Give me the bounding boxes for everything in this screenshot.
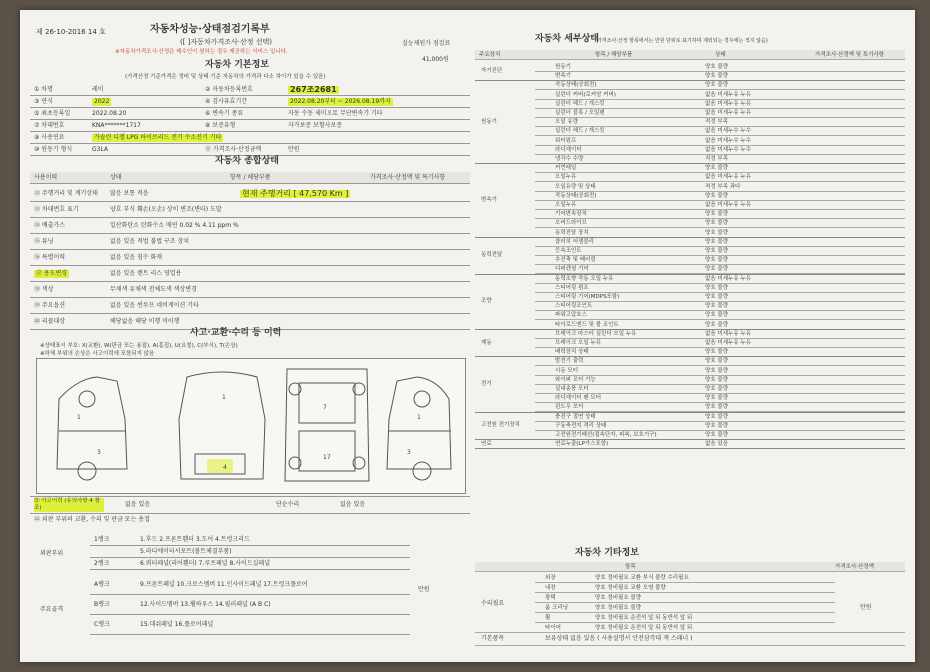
detail-item: 구동축전지 격리 상태 [555, 422, 607, 429]
frame-rank: A랭크 [94, 581, 110, 588]
detail-header-cell: 가격조사·산정액 및 특기사항 [815, 52, 885, 58]
detail-header-cell: 항목 / 해당부품 [595, 52, 633, 58]
basic-info-field2-value: 만원 [288, 146, 300, 153]
overall-header-cell: 사용이력 [34, 174, 58, 181]
detail-state: 양호 불량 [705, 432, 729, 438]
basic-info-value: G3LA [92, 146, 109, 153]
detail-item: 오일누유 [555, 202, 577, 208]
document-subtitle: ([ ]자동차가격조사·산정 선택) [180, 38, 272, 46]
detail-state: 없음 미세누수 누수 [705, 137, 752, 144]
fee-value: 41,000원 [422, 56, 449, 63]
frame-items: 12.사이드멤버 13.휠하우스 14.필러패널 (A B C) [140, 601, 271, 608]
basic-info-row [30, 120, 470, 132]
detail-state: 양호 불량 [705, 294, 729, 300]
other-info-items: 양호 정비필요 운전석 앞 뒤 동반석 앞 뒤 [595, 625, 693, 631]
overall-status-label: ⑲ 주요옵션 [34, 302, 66, 309]
detail-state: 양호 불량 [705, 404, 729, 411]
detail-state: 없음 미세누유 누유 [705, 91, 752, 98]
detail-state: 적정 부족 [705, 156, 729, 162]
detail-state: 없음 미세누유 누유 [705, 275, 752, 282]
simple-repair-label: 단순수리 [276, 501, 300, 508]
outer-items: 5.라디에이터서포트(볼트체결부품) [140, 548, 232, 555]
other-info-items: 양호 정비필요 교환 부식 불량 수리필요 [595, 575, 689, 581]
section-accident-title: 사고·교환·수리 등 이력 [190, 328, 282, 338]
detail-item: 파워고압호스 [555, 312, 587, 319]
detail-state: 양호 불량 [705, 266, 729, 273]
detail-item: 윈도우 모터 [555, 404, 584, 411]
overall-header-row [30, 172, 470, 184]
overall-status-value: 많음 보통 적음 [110, 190, 149, 197]
frame-items: 15.대쉬패널 16.플로어패널 [140, 621, 214, 628]
detail-item: 냉각수 수량 [555, 156, 584, 162]
basic-info-field2-label: ⑥ 변속기 종류 [205, 110, 244, 117]
detail-item: 발전기 출력 [555, 358, 584, 365]
detail-state: 양호 불량 [705, 386, 729, 392]
basic-items-label: 기본품목 [481, 635, 505, 642]
detail-state: 양호 불량 [705, 165, 729, 172]
other-info-name: 광택 [545, 595, 556, 601]
accident-note-1: ※상태표시 부호: X(교환), W(판금 또는 용접), A(흠집), U(요철), C(부식), T(손상) [40, 343, 238, 349]
detail-item: 와이퍼 모터 기능 [555, 376, 596, 383]
detail-item: 동력조향 작동 오일 누유 [555, 275, 614, 282]
repair-needed-label: 수리필요 [481, 600, 505, 607]
basic-info-label: ⑤ 최초등록일 [34, 110, 71, 117]
overall-status-row [30, 234, 470, 250]
overall-status-label: ⑭ 배출가스 [34, 222, 66, 229]
inspection-document [20, 10, 915, 662]
basic-info-field2-label: ④ 검사유효기간 [205, 98, 248, 105]
detail-header-row [475, 50, 905, 60]
other-info-row [535, 573, 835, 583]
other-info-name: 외장 [545, 575, 556, 581]
outer-parts-row [90, 546, 410, 558]
svg-text:17: 17 [323, 454, 331, 461]
overall-header-cell: 상태 [110, 174, 122, 181]
overall-status-value: 해당없음 해당 이행 미이행 [110, 318, 180, 325]
overall-status-value: 없음 있음 적법 불법 구조 장치 [110, 238, 190, 245]
detail-state: 양호 불량 [705, 367, 729, 374]
overall-status-row [30, 218, 470, 234]
overall-status-row [30, 186, 470, 202]
detail-item: 실린더 커버(로커암 커버) [555, 91, 616, 98]
detail-item: 작동상태(공회전) [555, 192, 597, 199]
basic-items-row [475, 632, 905, 646]
detail-state: 적정 부족 과다 [705, 183, 741, 190]
basic-info-row [30, 96, 470, 108]
basic-info-value: 2022 [94, 98, 110, 105]
detail-state: 없음 미세누유 누유 [705, 100, 752, 107]
outer-items: 6.쿼터패널(리어휀더) 7.루프패널 8.사이드실패널 [140, 560, 270, 567]
overall-status-row [30, 298, 470, 314]
other-info-name: 휠 [545, 615, 551, 621]
detail-item: 스티어링 기어(MDPS포함) [555, 294, 620, 300]
accident-history-row [30, 496, 470, 514]
detail-group-name: 전기 [481, 381, 492, 387]
detail-state: 없음 미세누유 누유 [705, 174, 752, 181]
basic-info-label: ⑨ 사용연료 [34, 134, 65, 141]
detail-group-name: 고전원 전기장치 [481, 422, 520, 429]
frame-rank: C랭크 [94, 621, 110, 628]
detail-item: 시동 모터 [555, 367, 579, 374]
detail-state: 양호 불량 [705, 358, 729, 365]
other-info-title: 자동차 기타정보 [575, 548, 639, 558]
basic-info-value: 가솔린 디젤 LPG 하이브리드 전기 수소전기 기타 [94, 134, 222, 141]
detail-item: 변속기 [555, 73, 571, 80]
basic-info-note: (가격산정 기준가격은 정비 및 상태 기준 자동차의 가격과 다소 차이가 있을 수 있음) [125, 74, 326, 80]
detail-group-name: 동력전달 [481, 252, 503, 259]
other-info-name: 룸 크리닝 [545, 605, 569, 611]
overall-status-label: ⑰ 용도변경 [36, 270, 68, 277]
accident-history-value: 없음 있음 [125, 501, 151, 508]
detail-group-name: 연료 [481, 440, 492, 447]
detail-item: 타이로드엔드 및 볼 조인트 [555, 321, 619, 328]
fee-label: 실능제원가 점검료 [402, 40, 451, 47]
basic-info-value: KNA*******1717 [92, 122, 141, 129]
detail-state: 양호 불량 [705, 422, 729, 429]
frame-rank: B랭크 [94, 601, 110, 608]
overall-status-row [30, 202, 470, 218]
basic-info-field2-value: 267조2681 [290, 85, 337, 94]
detail-state: 양호 불량 [705, 192, 729, 199]
overall-status-value: 없음 있음 침수 화재 [110, 254, 163, 261]
basic-info-row [30, 144, 470, 156]
frame-parts-row [90, 616, 410, 635]
outer-parts-row [90, 558, 410, 570]
svg-text:3: 3 [407, 449, 411, 456]
right-price-unit: 만원 [860, 604, 872, 611]
detail-item: 브레이크 마스터 실린더 오일 누유 [555, 330, 637, 337]
frame-items: 9.프론트패널 10.크로스멤버 11.인사이드패널 17.트렁크플로어 [140, 581, 308, 588]
basic-info-field2-value: 2022.08.20부터 ~ 2026.08.19까지 [290, 98, 391, 105]
detail-item: 기어변속장치 [555, 211, 587, 218]
detail-state: 양호 불량 [705, 376, 729, 383]
detail-state: 없음 미세누수 누수 [705, 128, 752, 135]
left-price-unit: 만원 [418, 586, 430, 593]
basic-info-row [30, 108, 470, 120]
basic-info-field2-value: 자가보증 보험사보증 [288, 122, 343, 129]
detail-state: 양호 불량 [705, 82, 729, 89]
overall-header-cell: 가격조사·산정액 및 특기사항 [370, 174, 446, 181]
detail-item: 등속조인트 [555, 248, 582, 254]
frame-parts-row [90, 576, 410, 595]
overall-status-label: ⑫ 주행거리 및 계기상태 [34, 190, 98, 197]
basic-info-value: 레이 [92, 86, 104, 93]
detail-state: 양호 불량 [705, 211, 729, 218]
overall-status-value: 양호 부식 훼손(오손) 상이 변조(변타) 도말 [110, 206, 222, 213]
detail-state: 없음 있음 [705, 441, 729, 448]
simple-repair-value: 없음 있음 [340, 501, 366, 508]
detail-item: 실린더 헤드 / 개스킷 [555, 128, 605, 135]
other-info-name: 타이어 [545, 625, 561, 631]
outer-parts-row [90, 534, 410, 546]
detail-item: 커먼레일 [555, 165, 577, 172]
detail-state: 양호 불량 [705, 321, 729, 328]
overall-status-value: 없음 있음 썬루프 네비게이션 기타 [110, 302, 199, 309]
other-info-row [535, 593, 835, 603]
overall-status-label: ⑱ 색상 [34, 286, 54, 293]
detail-item: 실린더 헤드 / 개스킷 [555, 100, 605, 107]
detail-state: 없음 미세누유 누유 [705, 202, 752, 208]
other-info-header-cell: 항목 [625, 564, 636, 570]
detail-header-cell: 상태 [715, 52, 726, 58]
detail-item: 오일누유 [555, 174, 577, 181]
detail-state: 양호 불량 [705, 303, 729, 310]
detail-state: 없음 미세누유 누유 [705, 340, 752, 346]
detail-state: 양호 불량 [705, 312, 729, 319]
detail-header-cell: 주요장치 [479, 52, 501, 58]
detail-section-title: 자동차 세부상태 [535, 34, 599, 44]
detail-state: 양호 불량 [705, 229, 729, 236]
accident-history-label: ㉑ 사고이력 (유의사항 4 참조) [34, 498, 104, 512]
basic-info-label: ① 차명 [34, 86, 53, 93]
frame-parts-row [90, 596, 410, 615]
detail-group-name: 조향 [481, 298, 492, 305]
car-diagrams [37, 359, 465, 493]
detail-state: 양호 불량 [705, 220, 729, 227]
other-info-header-row [475, 562, 905, 572]
detail-state: 없음 미세누유 누유 [705, 110, 752, 116]
basic-info-field2-label: ② 자동차등록번호 [205, 86, 253, 93]
accident-note-2: ※하체 부위의 손상은 사고이력에 포함되지 않음 [40, 351, 155, 357]
detail-group-name: 자기진단 [481, 68, 503, 75]
overall-header-cell: 항목 / 해당부품 [230, 174, 271, 181]
basic-info-label: ⑦ 차대번호 [34, 122, 65, 129]
detail-state: 양호 불량 [705, 64, 729, 70]
overall-status-label: ⑳ 리콜대상 [34, 318, 66, 325]
detail-state: 양호 불량 [705, 248, 729, 254]
detail-state: 적정 부족 [705, 119, 729, 126]
detail-item: 작동상태(공회전) [555, 82, 597, 89]
detail-group-name: 원동기 [481, 118, 497, 125]
detail-item: 스티어링조인트 [555, 303, 593, 310]
overall-status-row [30, 266, 470, 282]
detail-state: 양호 불량 [705, 257, 729, 264]
document-warning: ※자동차가격조사·산정은 매수인이 원하는 경우 제공하는 서비스 입니다. [115, 49, 288, 55]
basic-info-row [30, 132, 470, 144]
detail-group-name: 제동 [481, 339, 492, 346]
detail-state: 양호 불량 [705, 238, 729, 245]
detail-item: 동력전달 장치 [555, 229, 589, 236]
detail-item: 디퍼렌셜 기어 [555, 266, 589, 273]
basic-info-field2-label: ⑧ 보증유형 [205, 122, 236, 129]
detail-item: 워터펌프 [555, 137, 577, 144]
detail-item: 연료누출(LP가스포함) [555, 441, 609, 448]
left-page [30, 10, 470, 662]
other-info-row [535, 583, 835, 593]
detail-item: 고전원전기배선(접속단자, 피복, 보호기구) [555, 432, 657, 438]
car-diagram-panel [36, 358, 466, 494]
overall-status-label: ⑯ 특별이력 [34, 254, 66, 261]
detail-item: 오일 유량 [555, 119, 579, 126]
document-number: 제 26-10-2016 14 호 [36, 28, 106, 36]
basic-info-label: ⑩ 원동기 형식 [34, 146, 73, 153]
document-title: 자동차성능·상태점검기록부 [150, 24, 270, 35]
svg-text:4: 4 [223, 464, 227, 471]
other-info-row [535, 603, 835, 613]
detail-section-note: (가격조사·산정 항목에서는 만원 단위로 표기하며 제외되는 경우에는 적지 않음) [595, 38, 768, 44]
outer-rank: 1랭크 [94, 536, 110, 543]
svg-text:3: 3 [97, 449, 101, 456]
outer-parts-label: 외판부위 [40, 550, 64, 557]
detail-state: 없음 미세누유 누유 [705, 330, 752, 337]
detail-item: 브레이크 오일 누유 [555, 340, 602, 346]
overall-status-value: 없음 있음 렌트 리스 영업용 [110, 270, 182, 277]
overall-status-label: ⑮ 튜닝 [34, 238, 54, 245]
overall-status-label: ⑬ 차대번호 표기 [34, 206, 79, 213]
outer-rank: 2랭크 [94, 560, 110, 567]
detail-state: 양호 불량 [705, 395, 729, 402]
detail-state: 양호 불량 [705, 73, 729, 80]
svg-text:7: 7 [323, 404, 327, 411]
frame-parts-label: 주요골격 [40, 606, 64, 613]
other-info-items: 양호 정비필요 교환 오염 불량 [595, 585, 666, 591]
overall-status-value: 일산화탄소 탄화수소 매연 0.02 % 4.11 ppm % [110, 222, 239, 229]
detail-group-name: 변속기 [481, 197, 497, 203]
detail-item: 추진축 및 베어링 [555, 257, 596, 264]
other-info-row [535, 613, 835, 623]
basic-info-field2-value: 자동 수동 세미오토 무단변속기 기타 [288, 110, 383, 117]
outer-items: 1.후드 2.프론트휀더 3.도어 4.트렁크리드 [140, 536, 250, 543]
detail-item: 실린더 블록 / 오일팬 [555, 110, 605, 116]
section-overall-title: 자동차 종합상태 [215, 156, 279, 166]
detail-item: 원동기 [555, 64, 571, 70]
current-mileage: 현재 주행거리 [ 47,570 Km ] [242, 189, 349, 198]
detail-item: 실내송풍 모터 [555, 386, 589, 392]
detail-item: 오버드라이브 [555, 220, 587, 227]
other-info-items: 양호 정비필요 운전석 앞 뒤 동반석 앞 뒤 [595, 615, 693, 621]
detail-item: 라디에이터 팬 모터 [555, 395, 602, 402]
svg-text:1: 1 [222, 394, 226, 401]
detail-group-divider [475, 448, 905, 449]
section-basic-info-title: 자동차 기본정보 [205, 60, 269, 70]
detail-item: 라디에이터 [555, 146, 582, 153]
detail-state: 양호 불량 [705, 413, 729, 420]
detail-item: 배력장치 상태 [555, 349, 589, 356]
svg-text:1: 1 [417, 414, 421, 421]
overall-status-value: 무채색 유채색 전체도색 색상변경 [110, 286, 197, 293]
detail-state: 없음 미세누수 누수 [705, 146, 752, 153]
detail-state: 양호 불량 [705, 284, 729, 291]
other-info-items: 양호 정비필요 불량 [595, 595, 642, 601]
other-info-header-cell: 가격조사·산정액 [835, 564, 874, 570]
overall-status-row [30, 250, 470, 266]
detail-item: 클러치 어셈블리 [555, 238, 594, 245]
basic-info-row [30, 84, 470, 96]
svg-text:1: 1 [77, 414, 81, 421]
detail-item: 오일유량 및 상태 [555, 183, 596, 190]
other-info-items: 양호 정비필요 불량 [595, 605, 642, 611]
detail-state: 양호 불량 [705, 349, 729, 356]
basic-items-value: 보유상태 없음 있음 ( 사용설명서 안전삼각대 잭 스패너 ) [545, 635, 693, 642]
basic-info-field2-label: ⑪ 가격조사·산정금액 [205, 146, 262, 153]
detail-item: 스티어링 펌프 [555, 284, 589, 291]
right-page [475, 10, 905, 662]
overall-status-row [30, 282, 470, 298]
other-info-name: 내장 [545, 585, 556, 591]
outer-detail-heading: ㉒ 외판 부위의 교환, 수리 및 판금 또는 용접 [34, 516, 150, 523]
basic-info-label: ③ 연식 [34, 98, 53, 105]
basic-info-value: 2022.08.20 [92, 110, 127, 117]
detail-item: 충전구 절연 상태 [555, 413, 596, 420]
